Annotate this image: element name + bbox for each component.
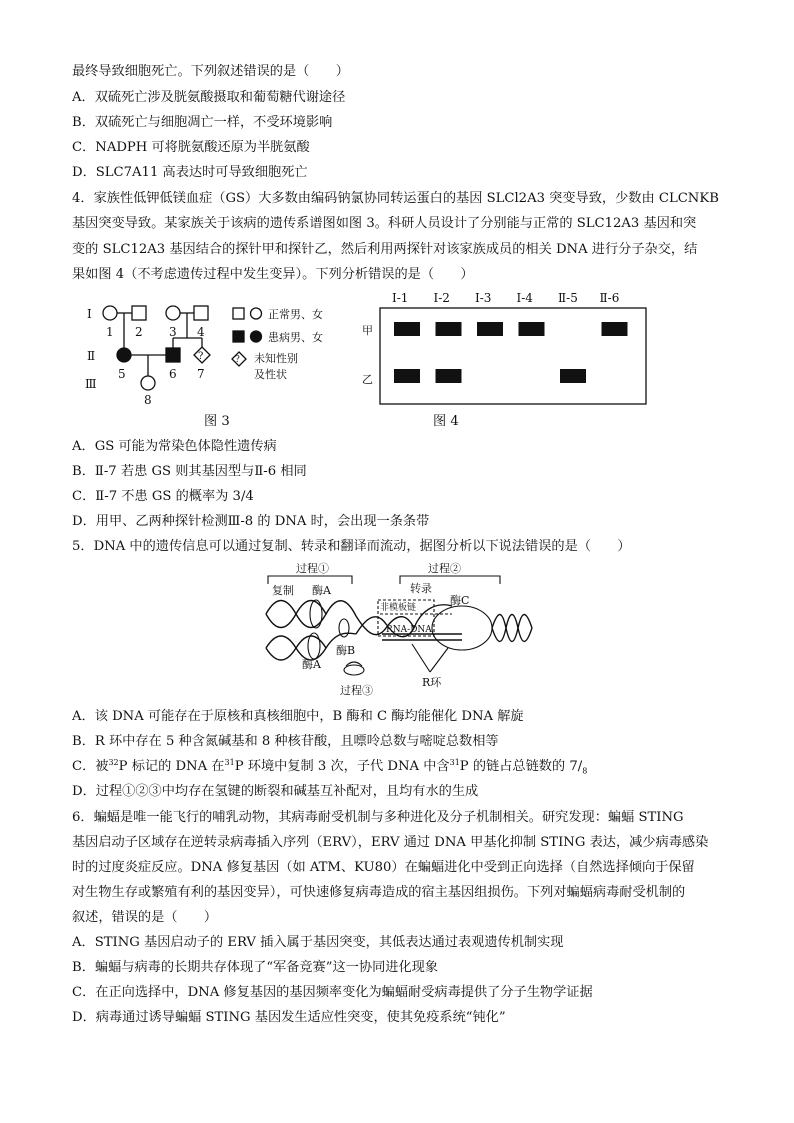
- gel-band-probe-jia: [436, 322, 462, 336]
- gel-band-probe-jia: [602, 322, 628, 336]
- gel-band-probe-yi: [436, 369, 462, 383]
- process1-bracket: [268, 576, 352, 584]
- legend-unknown-label: 未知性别: [254, 352, 298, 365]
- ind-label-1: 1: [106, 325, 114, 339]
- ribosome-shape: [344, 665, 364, 675]
- dna-process-diagram: [262, 562, 534, 700]
- enzyme-c-shape: [432, 606, 492, 650]
- gen-label-III: Ⅲ: [85, 377, 97, 391]
- r-loop-label: R环: [422, 676, 442, 689]
- gen-label-II: Ⅱ: [87, 349, 96, 363]
- q6-stem-line: 时的过度炎症反应。DNA 修复基因（如 ATM、KU80）在蝙蝠进化中受到正向选择（自然选择倾向于保留: [72, 860, 695, 875]
- q3-stem-end: 最终导致细胞死亡。下列叙述错误的是（ ）: [72, 64, 349, 79]
- q3-option-c: C．NADPH 可将胱氨酸还原为半胱氨酸: [72, 140, 310, 155]
- gel-lane-label: Ⅰ-1: [392, 291, 409, 305]
- q5-option-c-mid-2: P 环境中复制 3 次，子代 DNA 中含: [234, 759, 450, 774]
- ind-label-3: 3: [169, 325, 177, 339]
- gel-row-label-jia: 甲: [362, 324, 373, 337]
- q4-stem-line: 基因突变导致。某家族关于该病的遗传系谱图如图 3。科研人员设计了分别能与正常的 SLC12A3 基因和突: [72, 216, 697, 231]
- q4-stem-line: 4．家族性低钾低镁血症（GS）大多数由编码钠氯协同转运蛋白的基因 SLCl2A3 突变导致，少数由 CLCNKB: [72, 191, 719, 206]
- r-loop-pointer: [412, 644, 448, 672]
- gel-lane-label: Ⅱ-6: [599, 291, 620, 305]
- q5-option-a: A．该 DNA 可能存在于原核和真核细胞中，B 酶和 C 酶均能催化 DNA 解旋: [72, 709, 524, 724]
- enzyme-a-shape: [310, 600, 322, 628]
- q4-stem-line: 果如图 4（不考虑遗传过程中发生变异）。下列分析错误的是（ ）: [72, 267, 474, 282]
- q5-option-d: D．过程①②③中均存在氢键的断裂和碱基互补配对，且均有水的生成: [72, 784, 479, 799]
- replication-label: 复制: [272, 584, 294, 597]
- gen-label-I: Ⅰ: [87, 307, 92, 321]
- legend-affected-male-icon: [233, 331, 244, 342]
- legend-affected-female-icon: [251, 331, 262, 342]
- enzyme-a-label: 酶A: [312, 584, 331, 597]
- q5-option-c-isotope-1: 32: [108, 758, 119, 767]
- q4-option-c: C．Ⅱ-7 不患 GS 的概率为 3/4: [72, 489, 254, 504]
- gel-band-probe-jia: [519, 322, 545, 336]
- enzyme-b-shape: [339, 619, 349, 637]
- downstream-helix-1: [492, 615, 532, 642]
- gel-lane-label: Ⅰ-4: [516, 291, 533, 305]
- transcription-label: 转录: [410, 582, 432, 595]
- q5-stem: 5．DNA 中的遗传信息可以通过复制、转录和翻译而流动，据图分析以下说法错误的是（ ）: [72, 539, 631, 554]
- q6-option-c: C．在正向选择中，DNA 修复基因的基因频率变化为蝙蝠耐受病毒提供了分子生物学证据: [72, 985, 593, 1000]
- gel-band-probe-jia: [394, 322, 420, 336]
- pedigree-individual-3: [166, 306, 180, 320]
- nontemplate-label: 非模板链: [380, 603, 417, 613]
- q4-option-d: D．用甲、乙两种探针检测Ⅲ-8 的 DNA 时，会出现一条条带: [72, 514, 430, 529]
- enzyme-c-label: 酶C: [450, 594, 470, 607]
- fig4-caption: 图 4: [433, 414, 459, 429]
- pedigree-individual-4: [194, 306, 208, 320]
- process2-label: 过程②: [428, 562, 461, 575]
- gel-band-probe-yi: [394, 369, 420, 383]
- ind-label-6: 6: [169, 367, 177, 381]
- process1-label: 过程①: [296, 562, 329, 575]
- q5-option-c-isotope-2: 31: [224, 758, 235, 767]
- pedigree-individual-5-affected: [117, 348, 131, 362]
- gel-band-probe-jia: [477, 322, 503, 336]
- legend-unknown-label-2: 及性状: [254, 368, 287, 381]
- ind-label-2: 2: [135, 325, 143, 339]
- q6-option-d: D．病毒通过诱导蝙蝠 STING 基因发生适应性突变，使其免疫系统“钝化”: [72, 1010, 506, 1025]
- replication-strand-top-2: [266, 601, 326, 628]
- ind-label-8: 8: [144, 393, 152, 407]
- q6-option-a: A．STING 基因启动子的 ERV 插入属于基因突变，其低表达通过表观遗传机制实现: [72, 935, 564, 950]
- legend-normal-label: 正常男、女: [268, 308, 323, 321]
- q4-stem-line: 变的 SLC12A3 基因结合的探针甲和探针乙，然后利用两探针对该家族成员的相关 DNA 进行分子杂交，结: [72, 242, 698, 257]
- legend-affected-label: 患病男、女: [268, 331, 323, 344]
- q5-option-c-mid-1: P 标记的 DNA 在: [118, 759, 225, 774]
- pedigree-individual-2: [132, 306, 146, 320]
- legend-unknown-mark: ?: [235, 355, 240, 365]
- fig3-caption: 图 3: [204, 414, 230, 429]
- legend-normal-female-icon: [251, 308, 262, 319]
- q6-stem-line: 叙述，错误的是（ ）: [72, 910, 218, 925]
- q5-option-c-mid-3: P 的链占总链数的 7/: [459, 759, 583, 774]
- q4-option-b: B．Ⅱ-7 若患 GS 则其基因型与Ⅱ-6 相同: [72, 464, 307, 479]
- gel-lane-label: Ⅰ-2: [433, 291, 450, 305]
- q6-stem-line: 6．蝙蝠是唯一能飞行的哺乳动物，其病毒耐受机制与多种进化及分子机制相关。研究发现：蝙蝠 STING: [72, 810, 684, 825]
- q5-option-c-pre: C．被: [72, 759, 109, 774]
- gel-band-probe-yi: [560, 369, 586, 383]
- process3-label: 过程③: [340, 684, 373, 697]
- enzyme-b-label: 酶B: [336, 644, 356, 657]
- q3-option-b: B．双硫死亡与细胞凋亡一样，不受环境影响: [72, 115, 333, 130]
- q5-option-b: B．R 环中存在 5 种含氮碱基和 8 种核苷酸，且嘌呤总数与嘧啶总数相等: [72, 734, 499, 749]
- gel-row-label-yi: 乙: [362, 373, 373, 386]
- pedigree-individual-1: [103, 306, 117, 320]
- ind-label-7: 7: [197, 367, 205, 381]
- enzyme-a2-label: 酶A: [302, 658, 321, 671]
- q4-option-a: A．GS 可能为常染色体隐性遗传病: [72, 439, 277, 454]
- unknown-question-mark: ?: [198, 351, 204, 362]
- q5-option-c: [72, 757, 587, 777]
- downstream-helix-2: [492, 615, 532, 642]
- q6-option-b: B．蝙蝠与病毒的长期共存体现了“军备竞赛”这一协同进化现象: [72, 960, 439, 975]
- q5-option-c-denominator: 8: [582, 766, 588, 776]
- gel-lane-label: Ⅰ-3: [475, 291, 492, 305]
- ind-label-4: 4: [197, 325, 205, 339]
- pedigree-individual-8: [141, 376, 155, 390]
- gel-lane-label: Ⅱ-5: [558, 291, 578, 305]
- ind-label-5: 5: [118, 367, 126, 381]
- q6-stem-line: 基因启动子区域存在逆转录病毒插入序列（ERV），ERV 通过 DNA 甲基化抑制 STING 表达，减少病毒感染: [72, 835, 709, 850]
- q3-option-d: D．SLC7A11 高表达时可导致细胞死亡: [72, 165, 308, 180]
- gel-figure: [356, 288, 656, 408]
- pedigree-individual-6-affected: [166, 348, 180, 362]
- q5-option-c-isotope-3: 31: [449, 758, 460, 767]
- q3-option-a: A．双硫死亡涉及胱氨酸摄取和葡萄糖代谢途径: [72, 90, 346, 105]
- q6-stem-line: 对生物生存或繁殖有利的基因变异），可快速修复病毒造成的宿主基因组损伤。下列对蝙蝠病毒耐受机制的: [72, 885, 686, 900]
- legend-normal-male-icon: [233, 308, 244, 319]
- rna-dna-label: RNA-DNA: [386, 625, 432, 635]
